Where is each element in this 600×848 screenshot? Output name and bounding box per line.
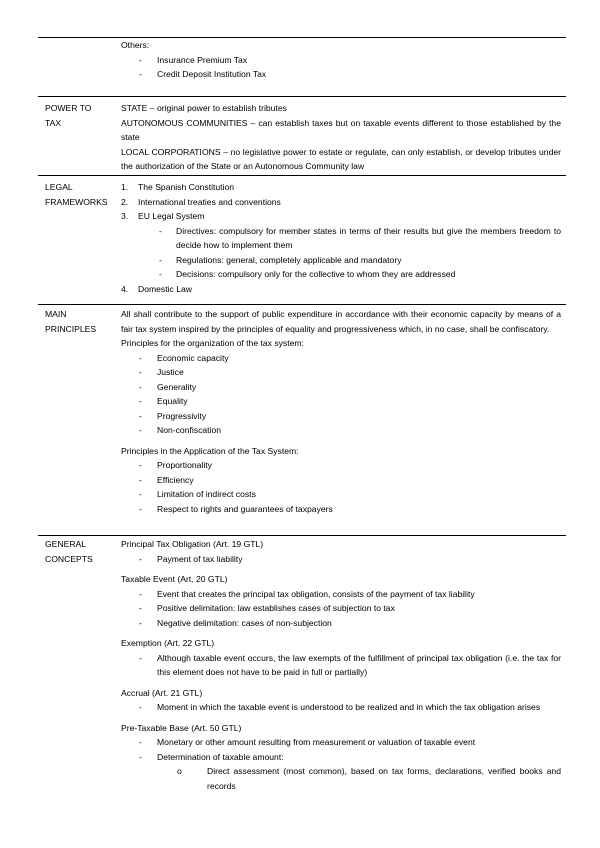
list-item: - Credit Deposit Institution Tax: [121, 67, 561, 82]
list-item: - Monetary or other amount resulting from measurement or valuation of taxable event: [121, 735, 561, 750]
list-item: - Justice: [121, 365, 561, 380]
list-item: - Efficiency: [121, 473, 561, 488]
list-item: - Moment in which the taxable event is understood to be realized and in which the tax obligation arises: [121, 700, 561, 715]
list-item: - Non-confiscation: [121, 423, 561, 438]
section-heading: Exemption (Art. 22 GTL): [121, 638, 215, 648]
power-line: LOCAL CORPORATIONS – no legislative power to estate or regulate, can only establish, or develop tributes under the authorization of the State or an Autonomous Community law: [121, 146, 561, 171]
main-principles-content: [121, 307, 561, 516]
list-item: - Payment of tax liability: [121, 552, 561, 567]
list-item: 3. EU Legal System: [121, 211, 205, 221]
list-item: - Negative delimitation: cases of non-subjection: [121, 616, 561, 631]
others-heading: Others:: [121, 40, 150, 50]
table-rule: [38, 96, 566, 97]
row-label-main-principles: MAIN PRINCIPLES: [45, 309, 97, 334]
section-heading: Accrual (Art. 21 GTL): [121, 687, 203, 698]
list-item: - Progressivity: [121, 409, 561, 424]
power-line: AUTONOMOUS COMMUNITIES – can establish taxes but on taxable events different to those established by the state: [121, 117, 561, 142]
list-item: - Limitation of indirect costs: [121, 487, 561, 502]
table-rule: [38, 175, 566, 176]
row-label-legal-frameworks: LEGAL FRAMEWORKS: [45, 182, 108, 207]
table-rule: [38, 304, 566, 305]
row-label-power-to-tax: POWER TO TAX: [45, 103, 92, 128]
list-item: - Directives: compulsory for member states in terms of their results but give the members freedom to decide how to implement them: [121, 224, 561, 253]
list-item: - Generality: [121, 380, 561, 395]
list-item: - Decisions: compulsory only for the collective to whom they are addressed: [121, 267, 561, 282]
list-item: - Economic capacity: [121, 351, 561, 366]
section-heading: Taxable Event (Art. 20 GTL): [121, 574, 228, 584]
list-item: - Regulations: general, completely applicable and mandatory: [121, 253, 561, 268]
section-heading: Principles in the Application of the Tax System:: [121, 445, 299, 456]
list-item: o Direct assessment (most common), based on tax forms, declarations, verified books and records: [121, 764, 561, 793]
power-line: STATE – original power to establish tributes: [121, 103, 287, 113]
list-item: - Insurance Premium Tax: [121, 53, 561, 68]
section-heading: Principles for the organization of the tax system:: [121, 338, 304, 348]
list-item: - Respect to rights and guarantees of taxpayers: [121, 502, 561, 517]
others-section: [121, 38, 561, 82]
list-item: 4. Domestic Law: [121, 283, 192, 294]
row-label-general-concepts: GENERAL CONCEPTS: [45, 539, 93, 564]
list-item: - Positive delimitation: law establishes cases of subjection to tax: [121, 601, 561, 616]
principles-intro: All shall contribute to the support of public expenditure in accordance with their economic capacity by means of a fair tax system inspired by the principles of equality and progressiveness which, in no case, shall be confiscatory.: [121, 309, 561, 334]
section-heading: Pre-Taxable Base (Art. 50 GTL): [121, 722, 242, 733]
table-rule: [38, 535, 566, 536]
list-item: - Proportionality: [121, 458, 561, 473]
section-heading: Principal Tax Obligation (Art. 19 GTL): [121, 539, 264, 549]
general-concepts-content: [121, 537, 561, 793]
legal-frameworks-content: [121, 180, 561, 296]
list-item: 1. The Spanish Constitution: [121, 182, 235, 192]
list-item: - Event that creates the principal tax obligation, consists of the payment of tax liability: [121, 587, 561, 602]
power-to-tax-content: [121, 101, 561, 174]
list-item: 2. International treaties and conventions: [121, 196, 281, 207]
list-item: - Determination of taxable amount:: [121, 750, 561, 765]
list-item: - Equality: [121, 394, 561, 409]
list-item: - Although taxable event occurs, the law exempts of the fulfillment of principal tax obligation (i.e. the tax for this element does not have to be paid in full or partially): [121, 651, 561, 680]
